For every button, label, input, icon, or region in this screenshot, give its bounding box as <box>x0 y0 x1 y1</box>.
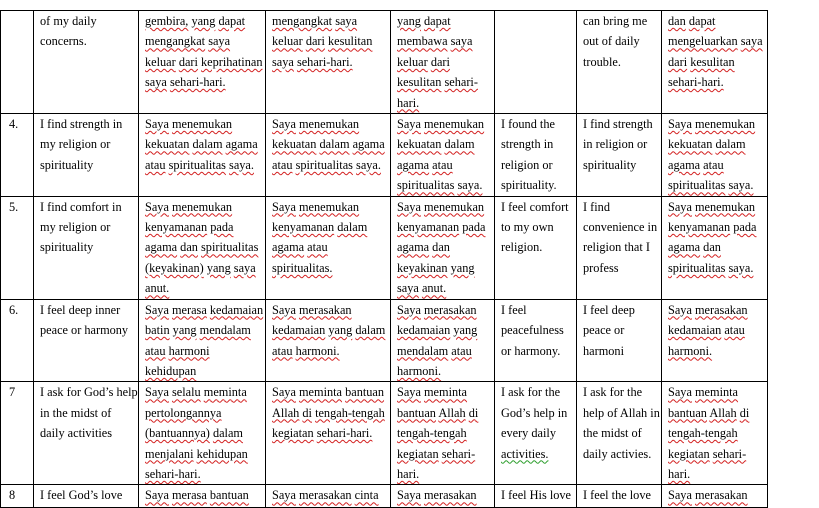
row-number-cell <box>1 382 34 485</box>
cell-text-line: spirituality <box>40 240 94 255</box>
cell-text-line: hari. <box>668 466 691 481</box>
table-row <box>1 485 768 508</box>
cell-text-line: kedamaian atau <box>668 323 745 338</box>
english-text-cell <box>495 11 577 114</box>
indonesian-text-cell <box>662 196 768 299</box>
cell-text-line: mengangkat saya <box>145 34 231 49</box>
cell-text-line: spiritualitas saya. <box>397 178 483 193</box>
cell-text-line: convenience in <box>583 220 658 235</box>
cell-text-line: spirituality <box>40 157 94 172</box>
cell-text-line: peace or <box>583 323 625 338</box>
cell-text-line: Saya merasa kedamaian <box>145 302 264 317</box>
cell-text-line: Saya menemukan <box>272 199 360 214</box>
english-text-cell <box>577 299 662 382</box>
cell-text-line: harmoni. <box>397 363 442 378</box>
indonesian-text-cell <box>391 196 495 299</box>
indonesian-text-cell <box>662 299 768 382</box>
cell-text-line: harmoni <box>583 343 624 358</box>
indonesian-text-cell <box>266 196 391 299</box>
english-text-cell <box>577 196 662 299</box>
indonesian-text-cell <box>139 11 266 114</box>
cell-text-line: religion or <box>501 157 553 172</box>
cell-text-line: keyakinan yang <box>397 260 475 275</box>
indonesian-text-cell <box>266 485 391 508</box>
cell-text-line: God’s help in <box>501 405 568 420</box>
cell-text-line: saya sehari-hari. <box>145 75 226 90</box>
cell-text-line: I find strength <box>583 117 653 132</box>
cell-text-line: sehari-hari. <box>145 466 201 481</box>
cell-text-line: help of Allah in <box>583 405 660 420</box>
cell-text-line: the midst of <box>583 426 642 441</box>
row-number-cell <box>1 196 34 299</box>
cell-text-line: agama atau <box>272 240 328 255</box>
cell-text-line: kehidupan <box>145 363 197 378</box>
table-row <box>1 299 768 382</box>
cell-text-line: I ask for the <box>501 385 561 400</box>
cell-text-line: atau harmoni. <box>272 343 340 358</box>
indonesian-text-cell <box>266 382 391 485</box>
cell-text-line: Saya merasakan <box>397 302 477 317</box>
cell-text-line: Saya merasakan <box>397 488 477 503</box>
cell-text-line: religion that I <box>583 240 650 255</box>
cell-text-line: Saya merasakan <box>668 488 748 503</box>
cell-text-line: hari. <box>397 95 420 110</box>
indonesian-text-cell <box>662 485 768 508</box>
cell-text-line: kenyamanan dalam <box>272 220 368 235</box>
cell-text-line: kedamaian yang dalam <box>272 323 386 338</box>
cell-text-line: I found the <box>501 117 555 132</box>
indonesian-text-cell <box>139 299 266 382</box>
cell-text-line: kegiatan sehari- <box>397 446 476 461</box>
indonesian-text-cell <box>266 114 391 197</box>
cell-text-line: sehari-hari. <box>668 75 724 90</box>
cell-text-line: or harmony. <box>501 343 561 358</box>
cell-text-line: Saya meminta <box>397 385 468 400</box>
cell-text-line: keluar dari <box>397 54 450 69</box>
cell-text-line: kenyamanan pada <box>397 220 486 235</box>
cell-text-line: tengah-tengah <box>397 426 467 441</box>
cell-text-line: out of daily <box>583 34 640 49</box>
row-number-cell <box>1 11 34 114</box>
cell-text-line: kedamaian yang <box>397 323 478 338</box>
cell-text-line: dan dapat <box>668 14 716 28</box>
cell-text-line: in the midst of <box>40 405 112 420</box>
english-text-cell <box>34 382 139 485</box>
cell-text-line: Saya menemukan <box>272 117 360 132</box>
cell-text-line: keluar dari kesulitan <box>272 34 373 49</box>
cell-text-line: spirituality. <box>501 178 557 193</box>
cell-text-line: concerns. <box>40 34 87 49</box>
cell-text-line: anut. <box>145 281 170 296</box>
indonesian-text-cell <box>391 382 495 485</box>
cell-text-line: tengah-tengah <box>668 426 738 441</box>
row-number: 5. <box>9 199 19 214</box>
indonesian-text-cell <box>139 382 266 485</box>
cell-text-line: trouble. <box>583 54 621 69</box>
cell-text-line: activities. <box>501 446 549 461</box>
indonesian-text-cell <box>662 114 768 197</box>
indonesian-text-cell <box>391 299 495 382</box>
cell-text-line: agama dan spiritualitas <box>145 240 259 255</box>
cell-text-line: I feel deep <box>583 302 635 317</box>
cell-text-line: my religion or <box>40 137 111 152</box>
cell-text-line: batin yang mendalam <box>145 323 251 338</box>
cell-text-line: harmoni. <box>668 343 713 358</box>
cell-text-line: I feel God’s love <box>40 488 123 503</box>
cell-text-line: my religion or <box>40 220 111 235</box>
indonesian-text-cell <box>662 382 768 485</box>
cell-text-line: hari. <box>397 466 420 481</box>
cell-text-line: I find comfort in <box>40 199 122 214</box>
indonesian-text-cell <box>139 196 266 299</box>
english-text-cell <box>577 11 662 114</box>
cell-text-line: agama dan <box>397 240 450 255</box>
english-text-cell <box>577 382 662 485</box>
cell-text-line: Saya menemukan <box>668 199 756 214</box>
cell-text-line: of my daily <box>40 14 97 28</box>
cell-text-line: kekuatan dalam agama <box>272 137 385 152</box>
cell-text-line: atau spiritualitas saya. <box>145 157 254 172</box>
cell-text-line: kesulitan sehari- <box>397 75 478 90</box>
cell-text-line: yang dapat <box>397 14 451 28</box>
cell-text-line: kegiatan sehari-hari. <box>272 426 373 441</box>
cell-text-line: agama atau <box>397 157 453 172</box>
english-text-cell <box>34 485 139 508</box>
cell-text-line: agama dan <box>668 240 721 255</box>
table-row <box>1 382 768 485</box>
cell-text-line: I feel comfort <box>501 199 569 214</box>
cell-text-line: bantuan Allah di <box>397 405 479 420</box>
row-number-cell <box>1 299 34 382</box>
cell-text-line: kekuatan dalam <box>668 137 746 152</box>
cell-text-line: gembira, yang dapat <box>145 14 246 28</box>
cell-text-line: to my own <box>501 220 554 235</box>
row-number: 7 <box>9 385 16 400</box>
cell-text-line: Saya merasakan <box>272 302 352 317</box>
cell-text-line: (bantuannya) dalam <box>145 426 243 441</box>
cell-text-line: menjalani kehidupan <box>145 446 248 461</box>
indonesian-text-cell <box>266 299 391 382</box>
cell-text-line: Saya merasakan cinta <box>272 488 379 503</box>
cell-text-line: saya sehari-hari. <box>272 54 353 69</box>
cell-text-line: spiritualitas. <box>272 260 333 275</box>
indonesian-text-cell <box>139 485 266 508</box>
cell-text-line: kenyamanan pada <box>145 220 234 235</box>
row-number: 6. <box>9 302 19 317</box>
cell-text-line: every daily <box>501 426 556 441</box>
row-number: 4. <box>9 117 19 132</box>
english-text-cell <box>34 114 139 197</box>
cell-text-line: spiritualitas saya. <box>668 260 754 275</box>
table-row <box>1 11 768 114</box>
cell-text-line: I find strength in <box>40 117 123 132</box>
cell-text-line: I find <box>583 199 610 214</box>
cell-text-line: Saya merasa bantuan <box>145 488 249 503</box>
english-text-cell <box>495 299 577 382</box>
cell-text-line: I feel His love <box>501 488 571 503</box>
indonesian-text-cell <box>139 114 266 197</box>
indonesian-text-cell <box>391 114 495 197</box>
indonesian-text-cell <box>391 11 495 114</box>
cell-text-line: I feel the love <box>583 488 651 503</box>
english-text-cell <box>34 299 139 382</box>
translation-table <box>0 10 768 508</box>
cell-text-line: religion. <box>501 240 543 255</box>
cell-text-line: saya anut. <box>397 281 447 296</box>
cell-text-line: Saya menemukan <box>145 117 233 132</box>
cell-text-line: I feel <box>501 302 527 317</box>
cell-text-line: bantuan Allah di <box>668 405 750 420</box>
cell-text-line: profess <box>583 260 619 275</box>
cell-text-line: Saya menemukan <box>397 117 485 132</box>
english-text-cell <box>495 196 577 299</box>
cell-text-line: Saya menemukan <box>397 199 485 214</box>
english-text-cell <box>495 485 577 508</box>
indonesian-text-cell <box>266 11 391 114</box>
cell-text-line: agama atau <box>668 157 724 172</box>
cell-text-line: kekuatan dalam agama <box>145 137 258 152</box>
cell-text-line: Saya selalu meminta <box>145 385 247 400</box>
cell-text-line: Saya meminta <box>668 385 739 400</box>
cell-text-line: Saya menemukan <box>668 117 756 132</box>
cell-text-line: Saya meminta bantuan <box>272 385 385 400</box>
cell-text-line: kenyamanan pada <box>668 220 757 235</box>
english-text-cell <box>577 114 662 197</box>
cell-text-line: can bring me <box>583 14 648 28</box>
cell-text-line: peacefulness <box>501 323 564 338</box>
cell-text-line: mengangkat saya <box>272 14 358 28</box>
english-text-cell <box>495 114 577 197</box>
english-text-cell <box>577 485 662 508</box>
cell-text-line: I ask for God’s help <box>40 385 138 400</box>
row-number-cell <box>1 114 34 197</box>
cell-text-line: spiritualitas saya. <box>668 178 754 193</box>
cell-text-line: dari kesulitan <box>668 54 735 69</box>
cell-text-line: I ask for the <box>583 385 643 400</box>
indonesian-text-cell <box>391 485 495 508</box>
cell-text-line: atau harmoni <box>145 343 210 358</box>
table-row <box>1 196 768 299</box>
cell-text-line: strength in <box>501 137 554 152</box>
cell-text-line: (keyakinan) yang saya <box>145 260 256 275</box>
cell-text-line: mendalam atau <box>397 343 472 358</box>
cell-text-line: mengeluarkan saya <box>668 34 763 49</box>
cell-text-line: kekuatan dalam <box>397 137 475 152</box>
cell-text-line: membawa saya <box>397 34 473 49</box>
cell-text-line: I feel deep inner <box>40 302 121 317</box>
table-row <box>1 114 768 197</box>
row-number: 8 <box>9 488 16 503</box>
cell-text-line: Saya merasakan <box>668 302 748 317</box>
cell-text-line: atau spiritualitas saya. <box>272 157 381 172</box>
cell-text-line: daily activities <box>40 426 113 441</box>
cell-text-line: spirituality <box>583 157 637 172</box>
row-number-cell <box>1 485 34 508</box>
cell-text-line: daily activies. <box>583 446 652 461</box>
english-text-cell <box>34 196 139 299</box>
cell-text-line: keluar dari keprihatinan <box>145 54 263 69</box>
english-text-cell <box>34 11 139 114</box>
cell-text-line: Saya menemukan <box>145 199 233 214</box>
cell-text-line: Allah di tengah-tengah <box>272 405 385 420</box>
indonesian-text-cell <box>662 11 768 114</box>
cell-text-line: peace or harmony <box>40 323 129 338</box>
cell-text-line: pertolongannya <box>145 405 222 420</box>
cell-text-line: kegiatan sehari- <box>668 446 747 461</box>
cell-text-line: in religion or <box>583 137 648 152</box>
english-text-cell <box>495 382 577 485</box>
